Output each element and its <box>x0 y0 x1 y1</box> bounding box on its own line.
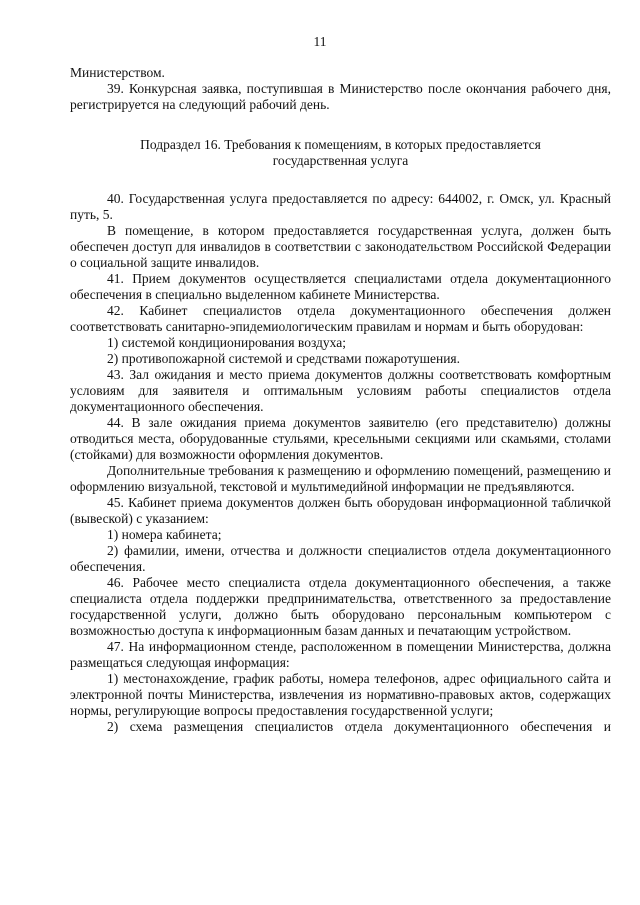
paragraph-41: 41. Прием документов осуществляется специалистами отдела документационного обеспечения в специально выделенном кабинете Министерства. <box>70 271 611 302</box>
subsection-heading <box>70 137 611 169</box>
paragraph-continuation: Министерством. <box>70 65 165 80</box>
paragraph-44: 44. В зале ожидания приема документов заявителю (его представителю) должны отводиться места, оборудованные стульями, кресельными секциями или скамьями, столами (стойками) для возможности оформления документов. <box>70 415 611 462</box>
paragraph-44-additional: Дополнительные требования к размещению и оформлению помещений, размещению и оформлению визуальной, текстовой и мультимедийной информации не предъявляются. <box>70 463 611 494</box>
page-number: 11 <box>313 34 327 49</box>
paragraph-40-accessibility: В помещение, в котором предоставляется государственная услуга, должен быть обеспечен доступ для инвалидов в соответствии с законодательством Российской Федерации о социальной защите инвалидов. <box>70 223 611 270</box>
paragraph-43: 43. Зал ожидания и место приема документов должны соответствовать комфортным условиям для заявителя и оптимальным условиям работы специалистов отдела документационного обеспечения. <box>70 367 611 414</box>
list-item-47-1: 1) местонахождение, график работы, номера телефонов, адрес официального сайта и электронной почты Министерства, извлечения из нормативно-правовых актов, содержащих нормы, регулирующие вопросы предоставления государственной услуги; <box>70 671 611 718</box>
paragraph-42: 42. Кабинет специалистов отдела документационного обеспечения должен соответствовать санитарно-эпидемиологическим правилам и нормам и быть оборудован: <box>70 303 611 334</box>
list-item-45-1: 1) номера кабинета; <box>107 527 222 542</box>
list-item-42-1: 1) системой кондиционирования воздуха; <box>107 335 346 350</box>
list-item-42-2: 2) противопожарной системой и средствами пожаротушения. <box>107 351 461 366</box>
subsection-heading-line-1: Подраздел 16. Требования к помещениям, в которых предоставляется <box>140 137 541 152</box>
list-item-45-2: 2) фамилии, имени, отчества и должности специалистов отдела документационного обеспечения. <box>70 543 611 574</box>
paragraph-46: 46. Рабочее место специалиста отдела документационного обеспечения, а также специалиста отдела поддержки предпринимательства, ответственного за предоставление государственной услуги, должно быть оборудовано персональным компьютером с возможностью доступа к информационным базам данных и печатающим устройством. <box>70 575 611 638</box>
paragraph-39: 39. Конкурсная заявка, поступившая в Министерство после окончания рабочего дня, регистрируется на следующий рабочий день. <box>70 81 611 112</box>
subsection-heading-line-2: государственная услуга <box>272 153 409 168</box>
paragraph-45: 45. Кабинет приема документов должен быть оборудован информационной табличкой (вывеской) с указанием: <box>70 495 611 526</box>
document-body <box>70 65 611 735</box>
paragraph-47: 47. На информационном стенде, расположенном в помещении Министерства, должна размещаться следующая информация: <box>70 639 611 670</box>
list-item-47-2: 2) схема размещения специалистов отдела документационного обеспечения и <box>107 719 611 734</box>
paragraph-40: 40. Государственная услуга предоставляется по адресу: 644002, г. Омск, ул. Красный путь, 5. <box>70 191 611 222</box>
